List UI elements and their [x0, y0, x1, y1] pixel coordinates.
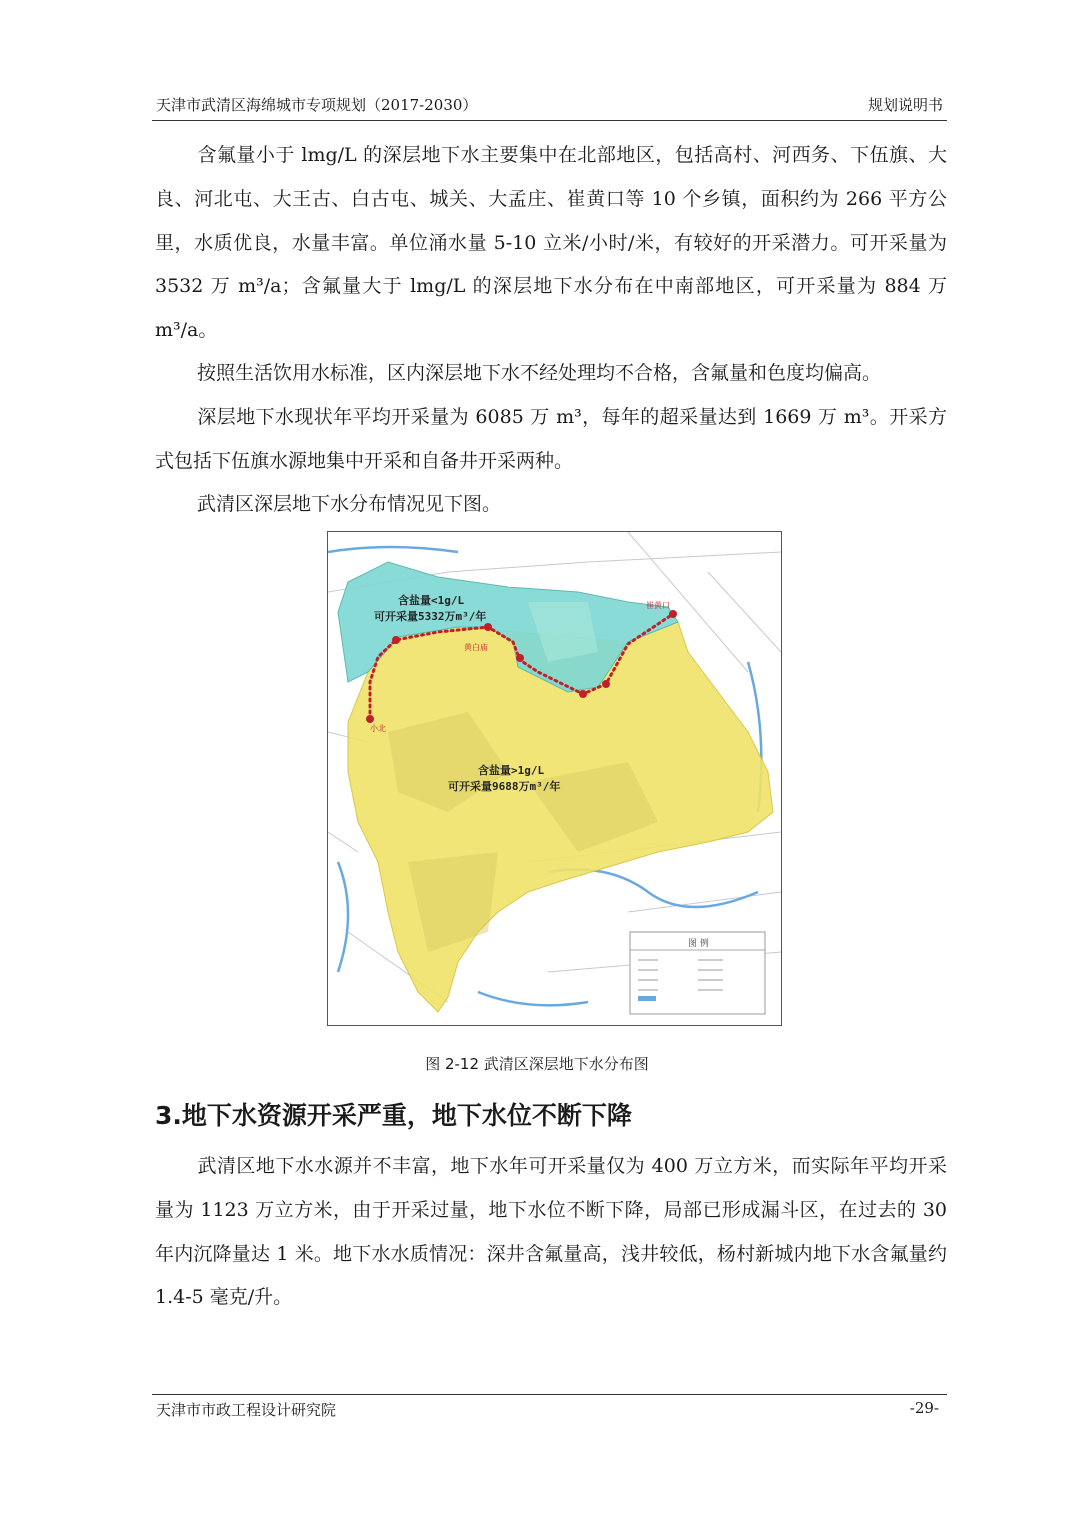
document-section: 规划说明书 [867, 96, 943, 114]
document-title: 天津市武清区海绵城市专项规划（2017-2030） [156, 96, 478, 114]
map-legend [630, 932, 765, 1014]
legend-title: 图 例 [688, 939, 709, 949]
page-number: -29- [909, 1399, 939, 1417]
north-zone-label-1: 含盐量<1g/L [398, 594, 465, 607]
groundwater-map-figure [327, 531, 782, 1026]
page-header [152, 92, 947, 121]
paragraph-drinking-standard: 按照生活饮用水标准，区内深层地下水不经处理均不合格，含氟量和色度均偏高。 [197, 362, 882, 384]
figure-caption: 图 2-12 武清区深层地下水分布图 [425, 1055, 649, 1073]
north-zone-label-2: 可开采量5332万m³/年 [374, 610, 487, 623]
section-heading: 3.地下水资源开采严重，地下水位不断下降 [155, 1101, 632, 1130]
paragraph-extraction: 深层地下水现状年平均开采量为 6085 万 m³，每年的超采量达到 1669 万 m³。开采方式包括下伍旗水源地集中开采和自备井开采两种。 [155, 406, 947, 472]
place-label-cuihuangkou: 崔黄口 [646, 601, 670, 610]
south-zone-label-2: 可开采量9688万m³/年 [448, 780, 561, 793]
page-footer [152, 1394, 947, 1419]
south-zone-label-1: 含盐量>1g/L [478, 764, 545, 777]
paragraph-fluoride: 含氟量小于 lmg/L 的深层地下水主要集中在北部地区，包括高村、河西务、下伍旗、大良、河北屯、大王古、白古屯、城关、大孟庄、崔黄口等 10 个乡镇，面积约为 266 平方公里，水质优良，水量丰富。单位涌水量 5-10 立米/小时/米，有较好的开采潜力。可开采量为 3532 万 m³/a；含氟量大于 lmg/L 的深层地下水分布在中南部地区，可开采量为 884 万 m³/a。 [155, 144, 947, 342]
groundwater-map [328, 532, 781, 1025]
footer-organization: 天津市市政工程设计研究院 [156, 1401, 337, 1419]
paragraph-groundwater-decline: 武清区地下水水源并不丰富，地下水年可开采量仅为 400 万立方米，而实际年平均开采量为 1123 万立方米，由于开采过量，地下水位不断下降，局部已形成漏斗区，在过去的 30 年内沉降量达 1 米。地下水水质情况：深井含氟量高，浅井较低，杨村新城内地下水含氟量约 1.4-5 毫克/升。 [155, 1155, 947, 1309]
place-label-xiaobei: 小北 [370, 724, 386, 733]
place-label-huangbaimiao: 黄白庙 [464, 643, 488, 652]
paragraph-figure-intro: 武清区深层地下水分布情况见下图。 [197, 493, 502, 515]
